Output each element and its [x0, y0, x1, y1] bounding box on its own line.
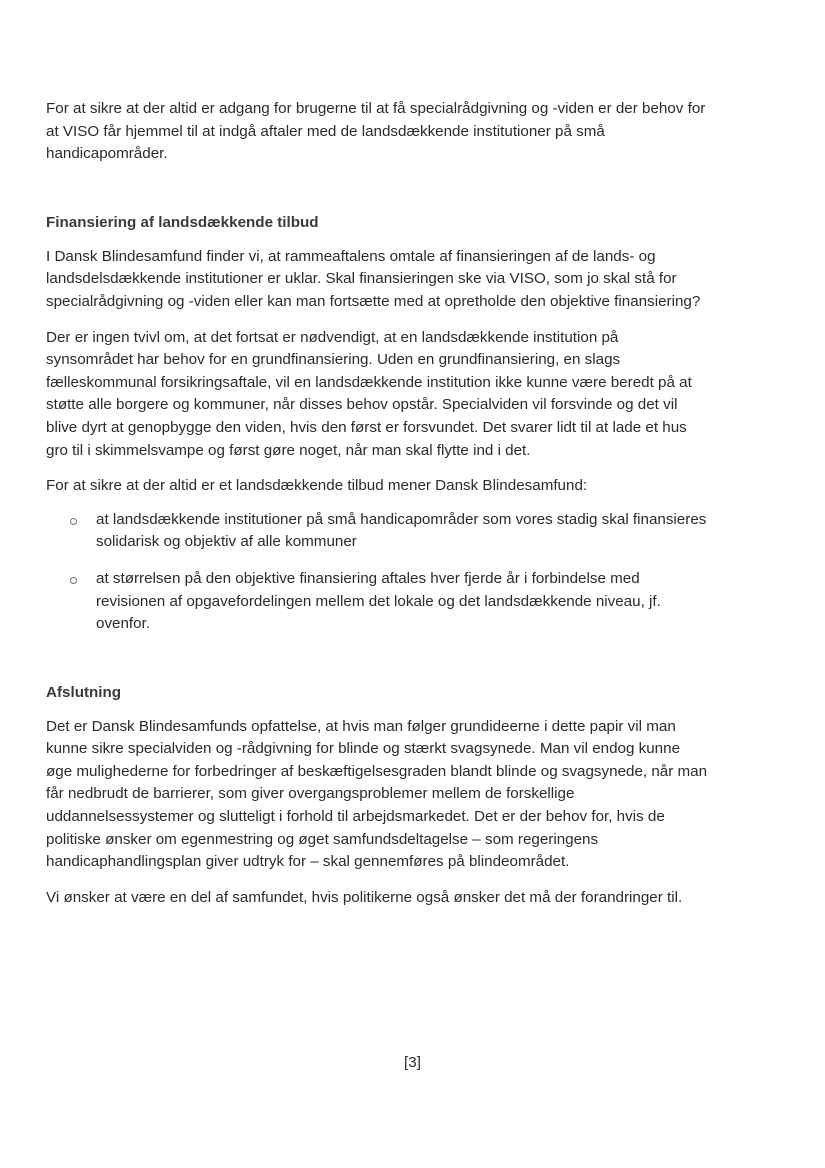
text-line: ovenfor.: [96, 615, 151, 633]
conclusion-paragraph-2: Vi ønsker at være en del af samfundet, hvis politikerne også ønsker det må der forandringer til.: [46, 888, 683, 906]
financing-paragraph-3: For at sikre at der altid er et landsdækkende tilbud mener Dansk Blindesamfund:: [46, 477, 588, 495]
text-line: at størrelsen på den objektive finansiering aftales hver fjerde år i forbindelse med: [96, 569, 640, 587]
text-line: øge mulighederne for forbedringer af beskæftigelsesgraden blandt blinde og svagsynede, når man: [46, 762, 708, 780]
list-item: [46, 509, 781, 554]
text-line: blive dyrt at genopbygge den viden, hvis den først er forsvundet. Det svarer lidt til at lade et hus: [46, 418, 687, 436]
text-line: støtte alle borgere og kommuner, når disses behov opstår. Specialviden vil forsvinde og det vil: [46, 396, 678, 414]
section-heading-financing: Finansiering af landsdækkende tilbud: [46, 213, 319, 231]
conclusion-paragraph-1: [46, 716, 781, 874]
text-line: handicapområder.: [46, 145, 168, 163]
text-line: fælleskommunal forsikringsaftale, vil en landsdækkende institution ikke kunne være beredt på at: [46, 373, 692, 391]
section-heading-conclusion: Afslutning: [46, 683, 122, 701]
bullet-icon: [70, 518, 77, 525]
text-line: For at sikre at der altid er adgang for brugerne til at få specialrådgivning og -viden er der behov for: [46, 100, 706, 117]
text-line: kunne sikre specialviden og -rådgivning for blinde og stærkt svagsynede. Man vil endog kunne: [46, 740, 681, 758]
document-page: [46, 98, 781, 909]
list-item: [46, 568, 781, 636]
page-number: [3]: [404, 1054, 421, 1071]
text-line: landsdelsdækkende institutioner er uklar. Skal finansieringen ske via VISO, som jo skal stå for: [46, 270, 677, 288]
text-line: Det er Dansk Blindesamfunds opfattelse, at hvis man følger grundideerne i dette papir vil man: [46, 717, 676, 735]
text-line: politiske ønsker om egenmestring og øget samfundsdeltagelse – som regeringens: [46, 830, 599, 848]
financing-paragraph-2: [46, 327, 781, 463]
bullet-list: [46, 509, 781, 636]
text-line: at landsdækkende institutioner på små handicapområder som vores stadig skal finansieres: [96, 510, 707, 528]
text-line: solidarisk og objektiv af alle kommuner: [96, 533, 357, 551]
text-line: at VISO får hjemmel til at indgå aftaler med de landsdækkende institutioner på små: [46, 122, 605, 140]
text-line: revisionen af opgavefordelingen mellem det lokale og det landsdækkende niveau, jf.: [96, 592, 661, 610]
text-line: synsområdet har behov for en grundfinansiering. Uden en grundfinansiering, en slags: [46, 351, 621, 369]
text-line: I Dansk Blindesamfund finder vi, at rammeaftalens omtale af finansieringen af de lands- og: [46, 247, 656, 265]
text-line: Der er ingen tvivl om, at det fortsat er nødvendigt, at en landsdækkende institution på: [46, 328, 619, 346]
financing-paragraph-1: [46, 246, 781, 314]
text-line: gro til i skimmelsvampe og først gøre noget, når man skal flytte ind i det.: [46, 441, 531, 459]
text-line: uddannelsessystemer og slutteligt i forhold til arbejdsmarkedet. Det er der behov for, hvis de: [46, 808, 665, 826]
text-line: handicaphandlingsplan giver udtryk for – skal gennemføres på blindeområdet.: [46, 853, 570, 871]
bullet-icon: [70, 577, 77, 584]
text-line: får nedbrudt de barrierer, som giver overgangsproblemer mellem de forskellige: [46, 785, 575, 803]
text-line: specialrådgivning og -viden eller kan man fortsætte med at opretholde den objektive finansiering?: [46, 292, 701, 310]
intro-paragraph: [46, 98, 781, 166]
